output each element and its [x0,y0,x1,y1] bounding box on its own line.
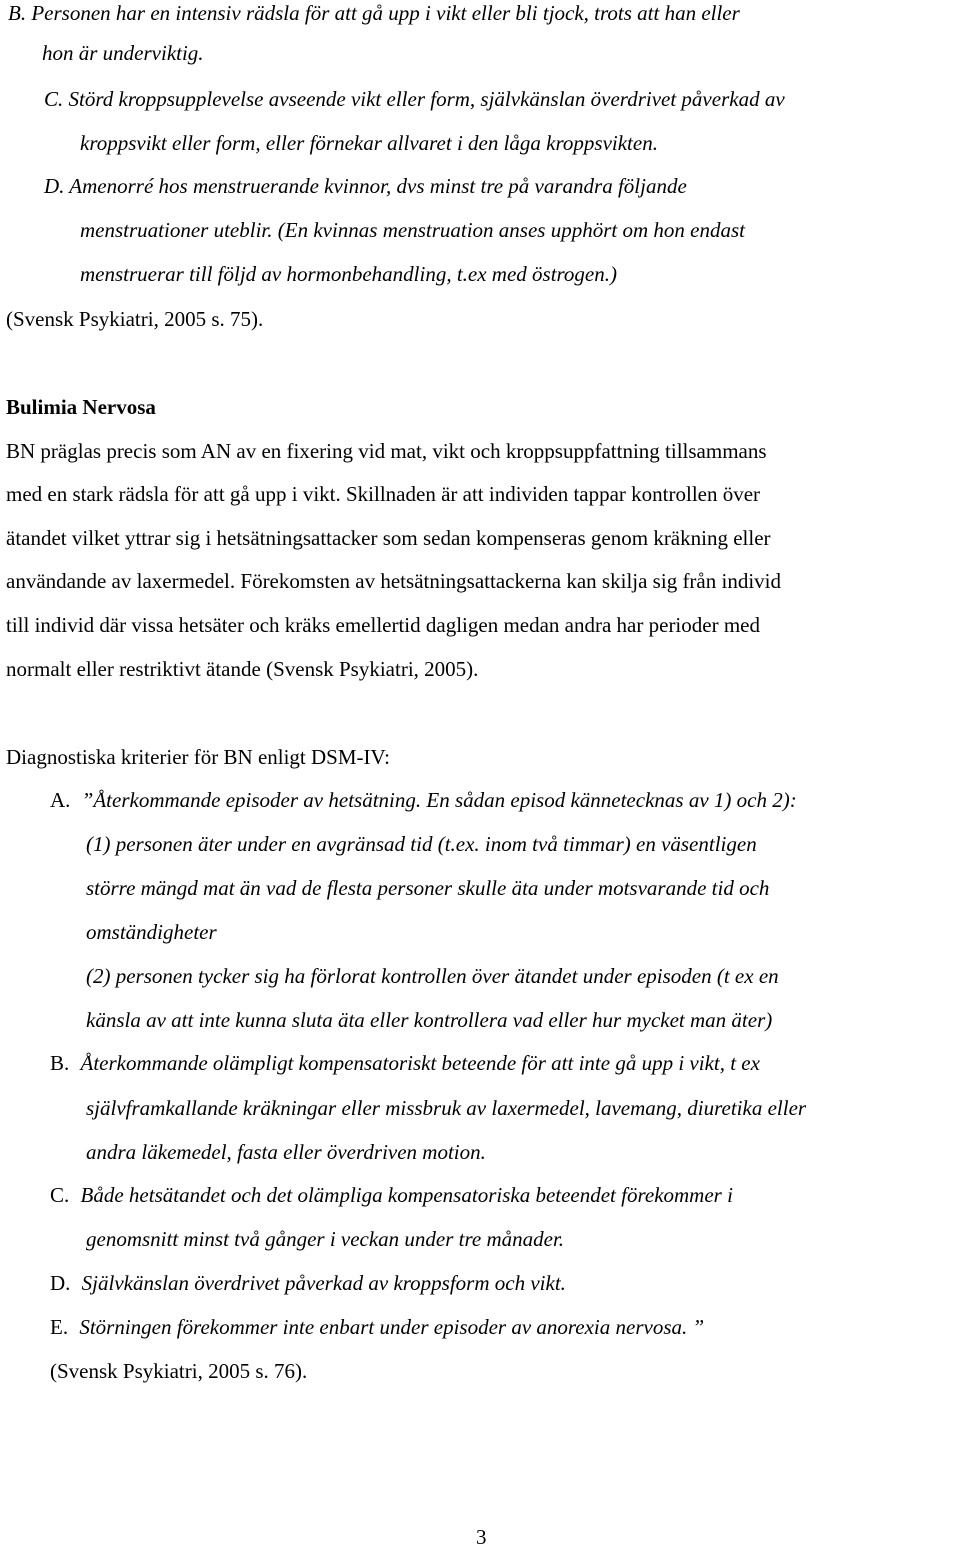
bn-criterion-b-line1 [50,1050,760,1076]
criterion-b-text: Personen har en intensiv rädsla för att gå upp i vikt eller bli tjock, trots att han eller [31,1,740,25]
bn-criterion-c-text: Både hetsätandet och det olämpliga kompensatoriska beteendet förekommer i [80,1183,733,1207]
bulimia-paragraph-line: med en stark rädsla för att gå upp i vikt. Skillnaden är att individen tappar kontrollen över [6,482,761,506]
criterion-b-line1 [8,0,740,26]
bn-criterion-a-quote: ”Återkommande episoder av hetsätning. [81,788,422,812]
criterion-d-line1 [44,173,687,199]
page-number: 3 [476,1525,487,1549]
bn-criterion-b-line2: självframkallande kräkningar eller missbruk av laxermedel, lavemang, diuretika eller [86,1096,807,1120]
bn-criterion-e-text: Störningen förekommer inte enbart under episoder av anorexia nervosa. ” [79,1315,705,1339]
criterion-c-text: Störd kroppsupplevelse avseende vikt eller form, självkänslan överdrivet påverkad av [68,87,785,111]
bn-criterion-e-label: E. [50,1315,69,1339]
bn-criterion-a-line4: omständigheter [86,920,217,944]
bulimia-paragraph-line: BN präglas precis som AN av en fixering vid mat, vikt och kroppsuppfattning tillsammans [6,439,767,463]
criterion-d-text: Amenorré hos menstruerande kvinnor, dvs minst tre på varandra följande [69,174,687,198]
criterion-b-line2: hon är underviktig. [42,41,204,65]
bn-criterion-a-line2-text: (1) personen äter under en avgränsad tid (t.ex. [86,832,480,856]
bn-criterion-a-line6: känsla av att inte kunna sluta äta eller kontrollera vad eller hur mycket man äter) [86,1008,773,1032]
bn-criterion-b-text: Återkommande olämpligt kompensatoriskt beteende för att inte gå upp i vikt, t ex [80,1051,760,1075]
bn-criteria-heading: Diagnostiska kriterier för BN enligt DSM-IV: [6,745,390,769]
bn-criterion-a-line2 [86,831,757,857]
bn-criterion-a-rest: En sådan episod kännetecknas av 1) och 2): [426,788,797,812]
criterion-d-line2-text: menstruationer uteblir. [80,218,273,242]
bn-criterion-c-line1 [50,1182,733,1208]
bn-criterion-b-line3: andra läkemedel, fasta eller överdriven motion. [86,1140,486,1164]
bn-criterion-a-line2-rest: inom två timmar) en väsentligen [484,832,757,856]
bn-criterion-a-line1 [50,787,797,813]
bn-criterion-a-line5: (2) personen tycker sig ha förlorat kontrollen över ätandet under episoden (t ex en [86,964,779,988]
bulimia-paragraph-line: normalt eller restriktivt ätande (Svensk Psykiatri, 2005). [6,657,479,681]
bn-criterion-b-label: B. [50,1051,70,1075]
criterion-c-label: C. [44,87,64,111]
criterion-d-note: (En kvinnas menstruation anses upphört om hon endast [277,218,745,242]
bn-criterion-d-line1 [50,1270,566,1296]
bn-criterion-a-label: A. [50,788,71,812]
bn-criterion-c-label: C. [50,1183,70,1207]
criterion-b-label: B. [8,1,27,25]
citation-an: (Svensk Psykiatri, 2005 s. 75). [6,307,264,331]
bn-criterion-c-line2: genomsnitt minst två gånger i veckan under tre månader. [86,1227,565,1251]
bulimia-paragraph-line: till individ där vissa hetsäter och kräks emellertid dagligen medan andra har perioder med [6,613,760,637]
bn-criterion-e-line1 [50,1314,704,1340]
section-heading-bulimia: Bulimia Nervosa [6,395,156,419]
criterion-d-label: D. [44,174,65,198]
bn-criterion-a-line3: större mängd mat än vad de flesta personer skulle äta under motsvarande tid och [86,876,770,900]
criterion-d-line3: menstruerar till följd av hormonbehandling, t.ex med östrogen.) [80,262,617,286]
bn-criterion-d-label: D. [50,1271,71,1295]
criterion-c-line1 [44,86,785,112]
bn-criterion-d-text: Självkänslan överdrivet påverkad av kroppsform och vikt. [81,1271,566,1295]
criterion-d-line2 [80,217,745,243]
bulimia-paragraph-line: användande av laxermedel. Förekomsten av hetsätningsattackerna kan skilja sig från individ [6,569,782,593]
citation-bn: (Svensk Psykiatri, 2005 s. 76). [50,1359,308,1383]
criterion-c-line2: kroppsvikt eller form, eller förnekar allvaret i den låga kroppsvikten. [80,131,658,155]
bulimia-paragraph-line: ätandet vilket yttrar sig i hetsätningsattacker som sedan kompenseras genom kräkning eller [6,526,771,550]
